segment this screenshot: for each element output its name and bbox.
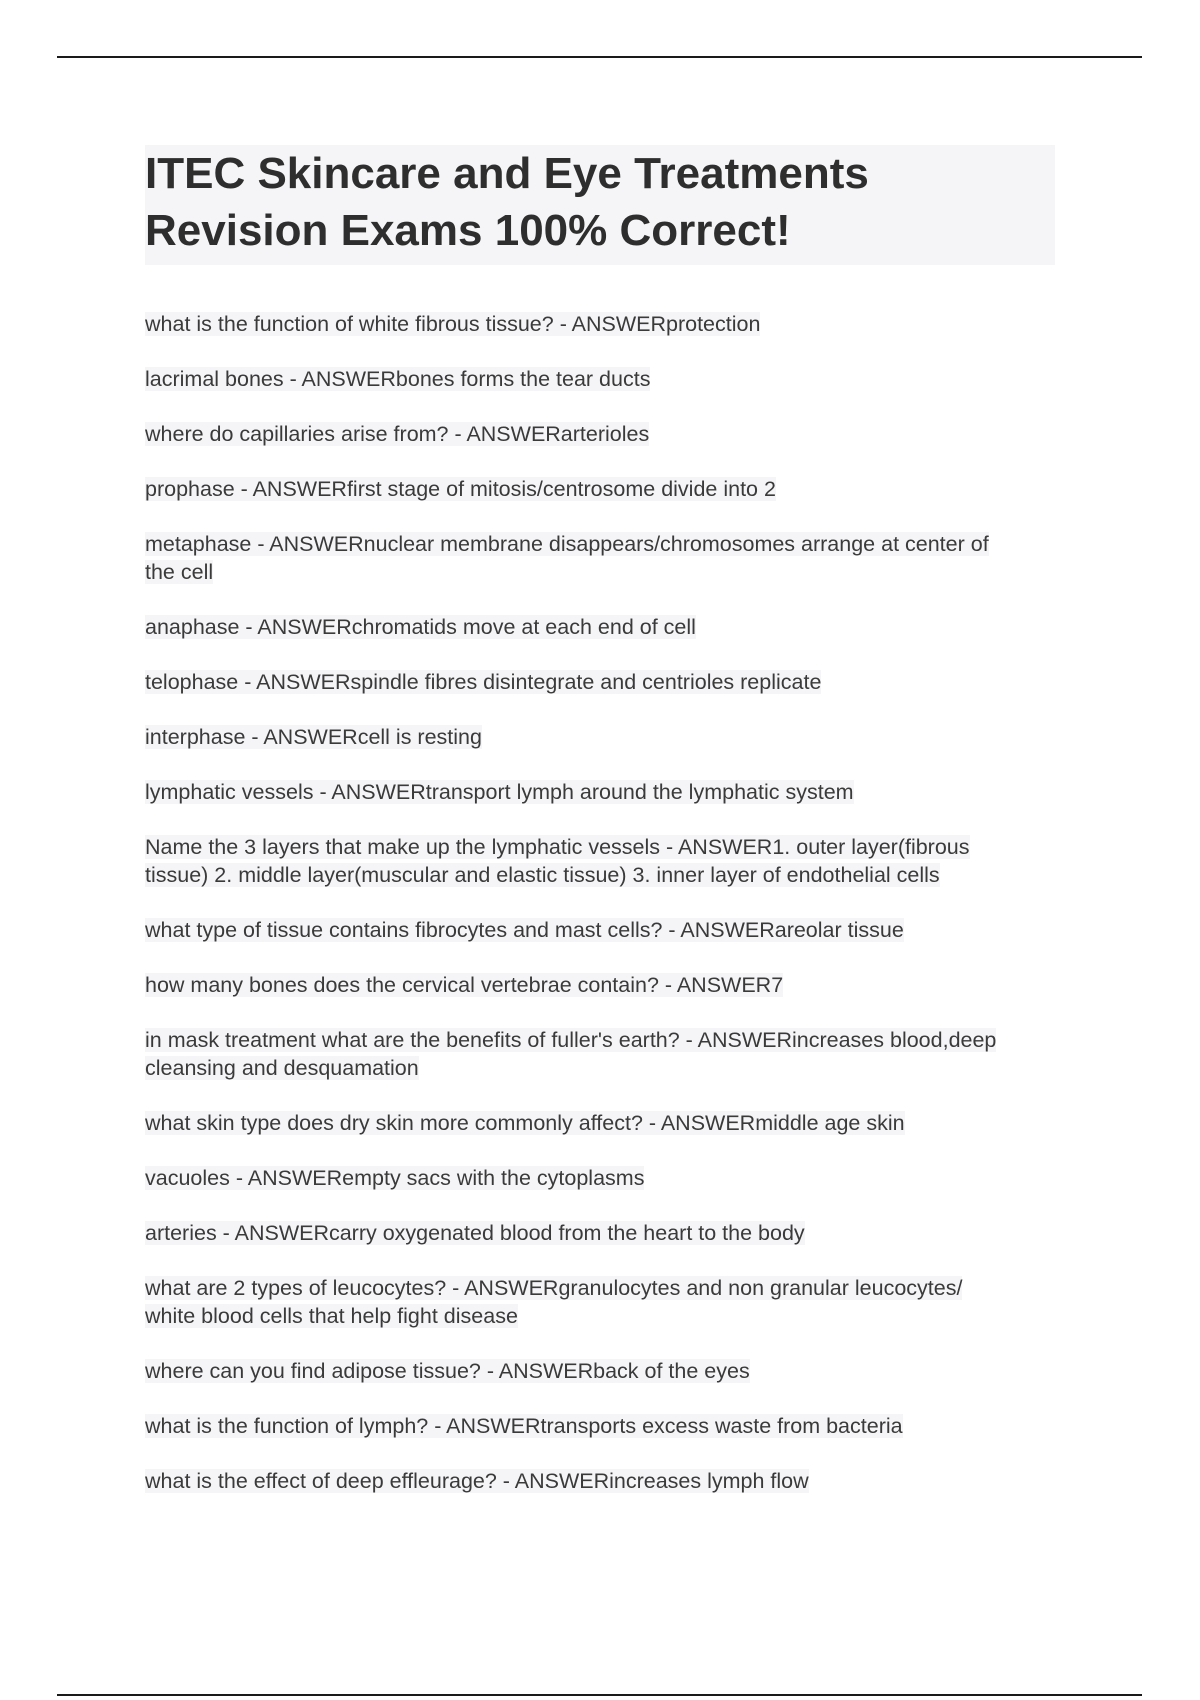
qa-text: metaphase - ANSWERnuclear membrane disappears/chromosomes arrange at center of the cell [145,532,989,584]
bottom-divider [57,1694,1142,1696]
qa-text: what type of tissue contains fibrocytes and mast cells? - ANSWERareolar tissue [145,918,904,942]
qa-text: what skin type does dry skin more commonly affect? - ANSWERmiddle age skin [145,1111,905,1135]
list-item [145,1467,1015,1495]
list-item [145,833,1015,889]
qa-text: what are 2 types of leucocytes? - ANSWERgranulocytes and non granular leucocytes/ white blood cells that help fight disease [145,1276,963,1328]
list-item [145,475,1015,503]
list-item [145,971,1015,999]
list-item [145,310,1015,338]
top-divider [57,56,1142,58]
qa-text: where do capillaries arise from? - ANSWERarterioles [145,422,650,446]
list-item [145,1026,1015,1082]
qa-text: interphase - ANSWERcell is resting [145,725,482,749]
title-block [145,145,1055,265]
list-item [145,1412,1015,1440]
qa-text: telophase - ANSWERspindle fibres disintegrate and centrioles replicate [145,670,822,694]
qa-text: vacuoles - ANSWERempty sacs with the cytoplasms [145,1166,645,1190]
qa-text: in mask treatment what are the benefits of fuller's earth? - ANSWERincreases blood,deep cleansing and desquamation [145,1028,997,1080]
qa-text: lymphatic vessels - ANSWERtransport lymph around the lymphatic system [145,780,854,804]
qa-text: where can you find adipose tissue? - ANSWERback of the eyes [145,1359,750,1383]
list-item [145,420,1015,448]
qa-text: what is the effect of deep effleurage? - ANSWERincreases lymph flow [145,1469,809,1493]
qa-text: anaphase - ANSWERchromatids move at each end of cell [145,615,696,639]
list-item [145,365,1015,393]
qa-text: what is the function of lymph? - ANSWERtransports excess waste from bacteria [145,1414,903,1438]
qa-text: prophase - ANSWERfirst stage of mitosis/centrosome divide into 2 [145,477,776,501]
list-item [145,613,1015,641]
list-item [145,916,1015,944]
list-item [145,1357,1015,1385]
list-item [145,1219,1015,1247]
qa-text: arteries - ANSWERcarry oxygenated blood from the heart to the body [145,1221,805,1245]
list-item [145,668,1015,696]
qa-text: how many bones does the cervical vertebrae contain? - ANSWER7 [145,973,784,997]
list-item [145,778,1015,806]
list-item [145,1164,1015,1192]
list-item [145,723,1015,751]
page-title: ITEC Skincare and Eye Treatments Revision Exams 100% Correct! [145,149,869,255]
qa-text: lacrimal bones - ANSWERbones forms the tear ducts [145,367,651,391]
qa-text: Name the 3 layers that make up the lymphatic vessels - ANSWER1. outer layer(fibrous tissue) 2. middle layer(muscular and elastic tissue) 3. inner layer of endothelial cells [145,835,970,887]
qa-text: what is the function of white fibrous tissue? - ANSWERprotection [145,312,761,336]
list-item [145,1274,1015,1330]
qa-list [145,310,1015,1522]
list-item [145,1109,1015,1137]
list-item [145,530,1015,586]
